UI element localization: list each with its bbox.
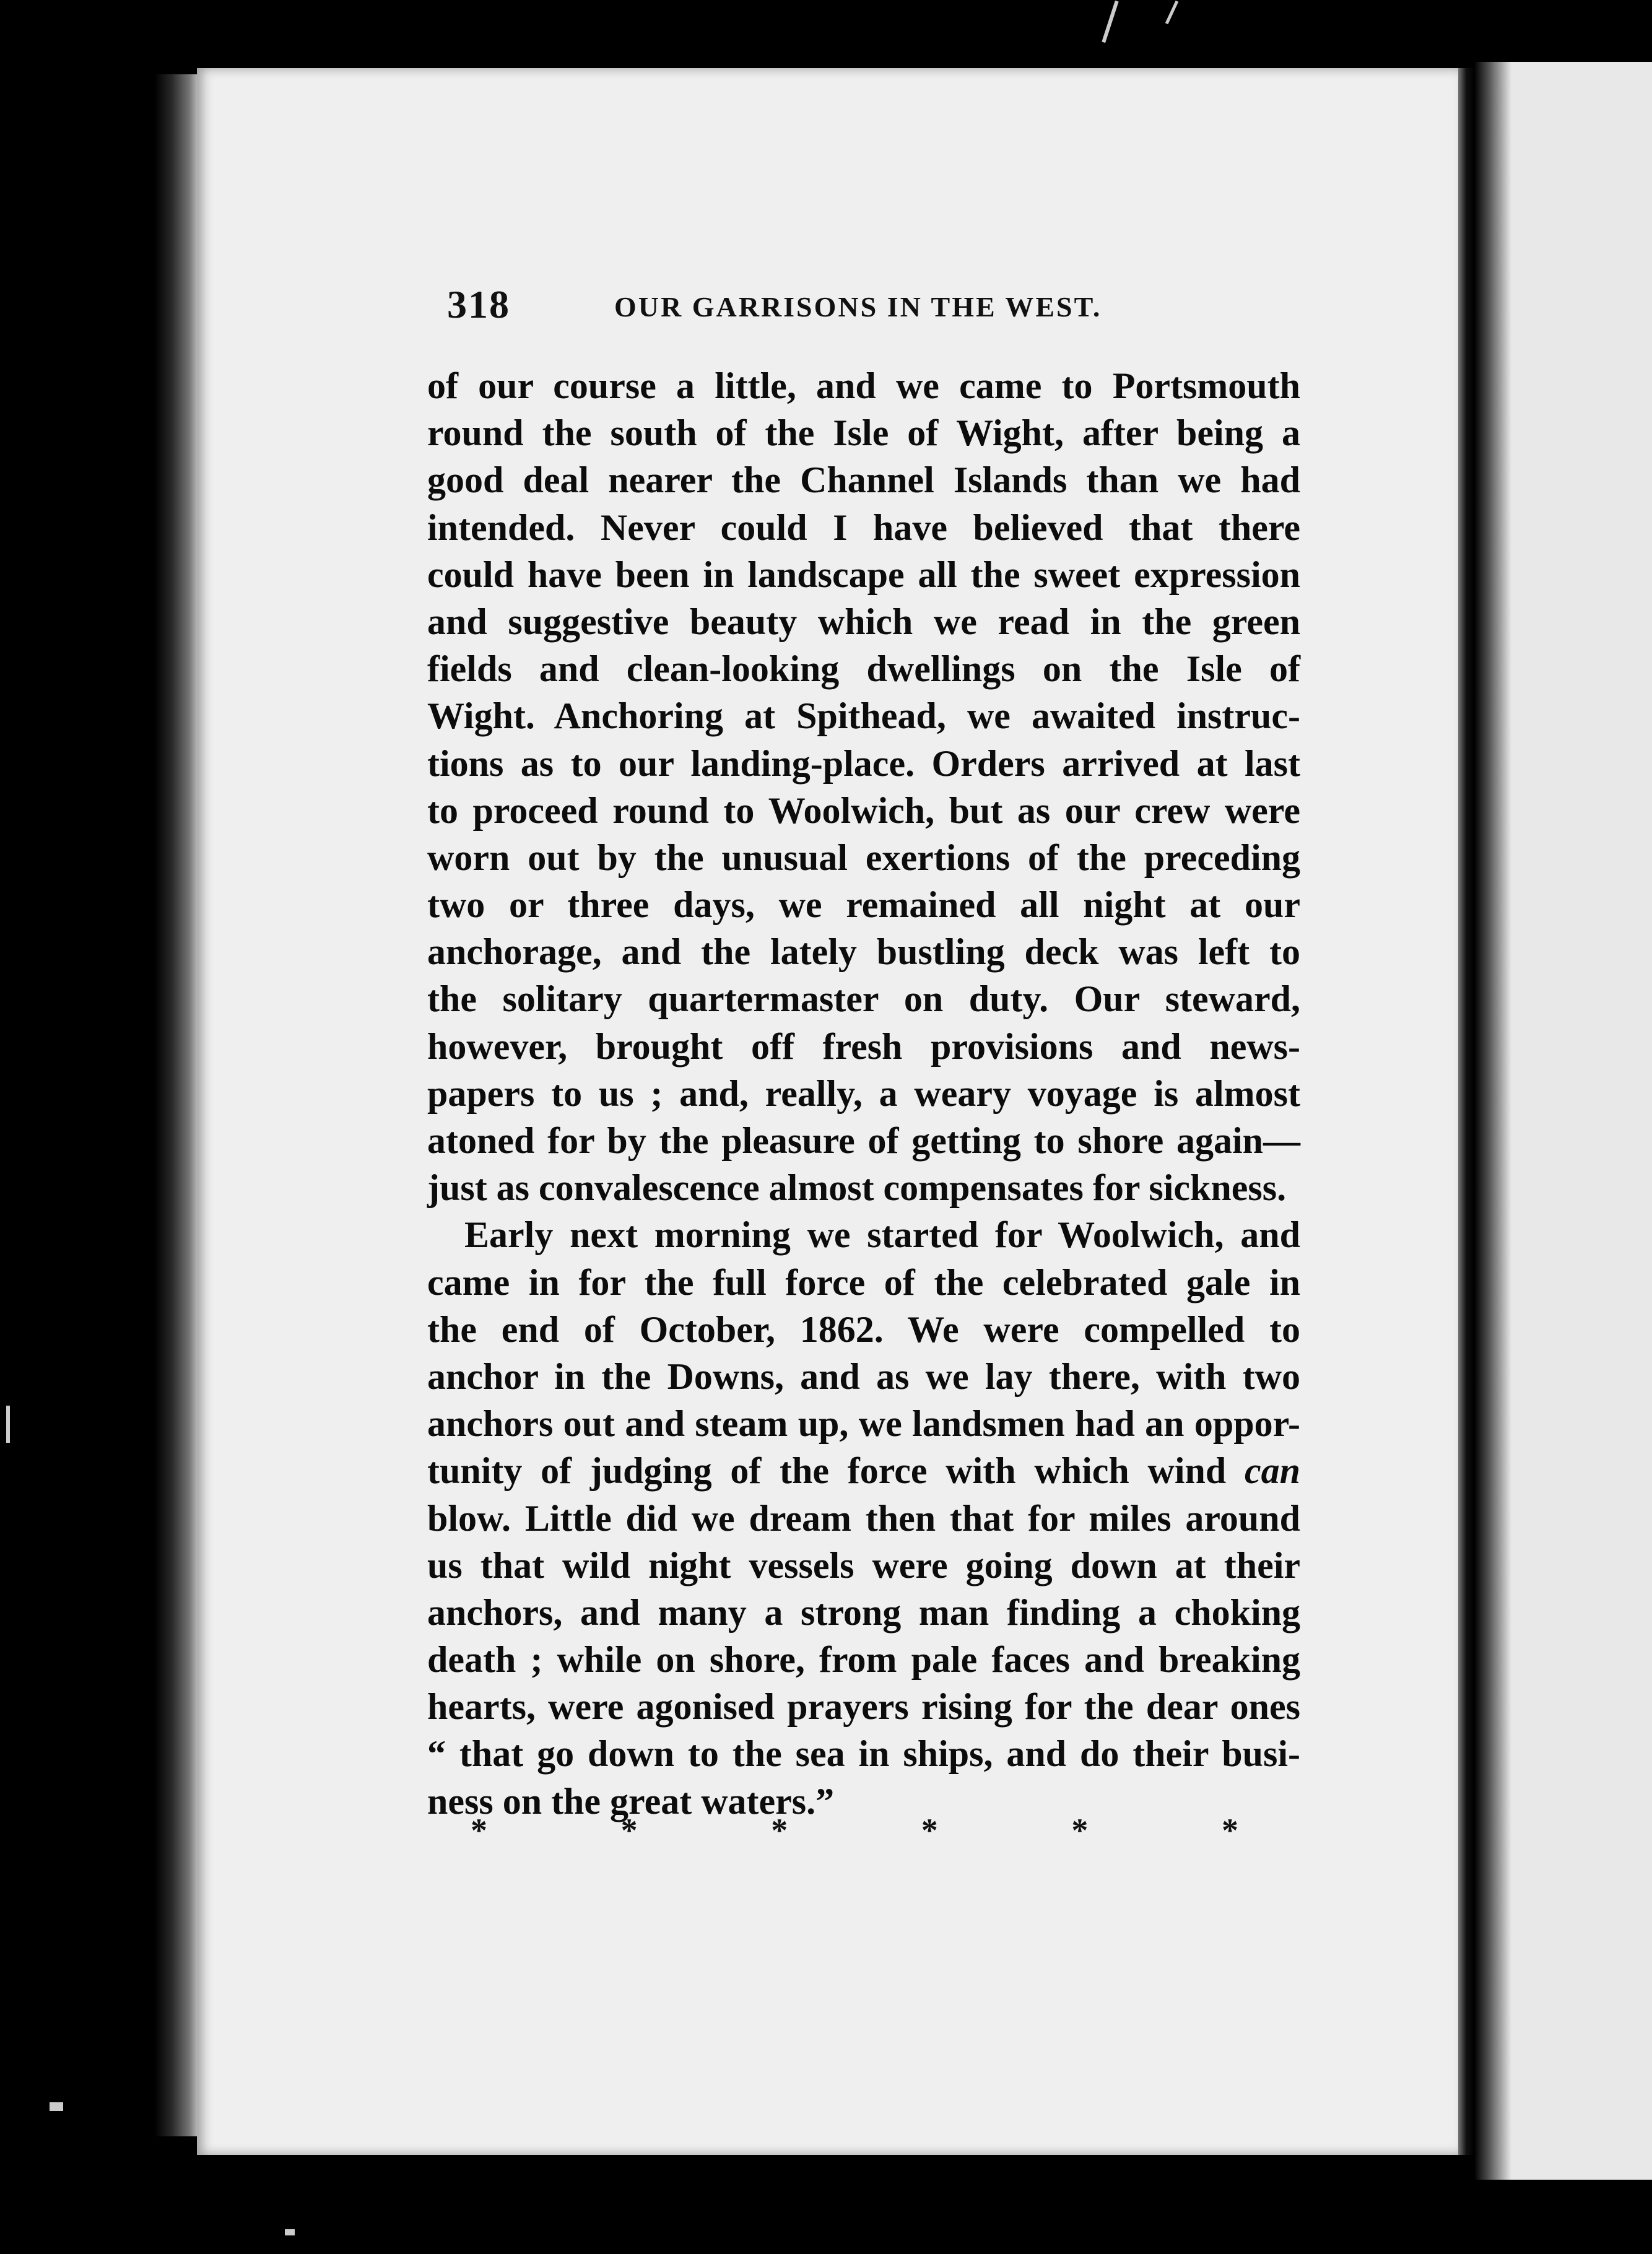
star-ornament: *: [1221, 1812, 1238, 1849]
text-line: “ that go down to the sea in ships, and do their busi-: [427, 1733, 1300, 1775]
section-break-stars: [471, 1811, 1238, 1850]
text-line: the solitary quartermaster on duty. Our steward,: [427, 978, 1300, 1020]
text-line: death ; while on shore, from pale faces and breaking: [427, 1639, 1300, 1681]
text-line: ness on the great waters.”: [427, 1780, 835, 1822]
page-gutter: [1458, 68, 1474, 2155]
text-line: round the south of the Isle of Wight, after being a: [427, 412, 1300, 454]
text-line: just as convalescence almost compensates for sickness.: [427, 1167, 1287, 1209]
text-line: us that wild night vessels were going down at their: [427, 1544, 1300, 1586]
scan-speck: [6, 1406, 10, 1443]
text-line: anchorage, and the lately bustling deck was left to: [427, 931, 1300, 973]
binding-edge: [155, 74, 198, 2136]
text-line: the end of October, 1862. We were compelled to: [427, 1308, 1300, 1350]
body-text: [427, 362, 1300, 1825]
text-line-segment: tunity of judging of the force with which wind: [427, 1450, 1227, 1492]
text-line: could have been in landscape all the sweet expression: [427, 554, 1300, 595]
facing-page-shadow: [1474, 62, 1511, 2180]
text-line: atoned for by the pleasure of getting to shore again—: [427, 1120, 1300, 1161]
text-line: blow. Little did we dream then that for miles around: [427, 1497, 1300, 1539]
text-line: good deal nearer the Channel Islands than we had: [427, 459, 1300, 501]
star-ornament: *: [921, 1812, 938, 1849]
page-number: 318: [447, 282, 510, 326]
text-line: Wight. Anchoring at Spithead, we awaited instruc-: [427, 695, 1300, 737]
text-line: papers to us ; and, really, a weary voyage is almost: [427, 1073, 1300, 1114]
text-line: worn out by the unusual exertions of the preceding: [427, 837, 1300, 878]
text-line: Early next morning we started for Woolwich, and: [464, 1214, 1300, 1256]
star-ornament: *: [471, 1812, 487, 1849]
text-line: and suggestive beauty which we read in the green: [427, 601, 1300, 642]
scan-speck: [50, 2102, 63, 2111]
text-line: anchors out and steam up, we landsmen had an oppor-: [427, 1403, 1300, 1445]
text-line: to proceed round to Woolwich, but as our crew were: [427, 790, 1300, 831]
star-ornament: *: [771, 1812, 788, 1849]
text-line: however, brought off fresh provisions and news-: [427, 1025, 1300, 1067]
text-line-with-italic: [427, 1447, 1300, 1494]
text-line: anchor in the Downs, and as we lay there, with two: [427, 1355, 1300, 1397]
page-header: [447, 282, 1122, 331]
text-line: came in for the full force of the celebrated gale in: [427, 1261, 1300, 1303]
text-line: fields and clean-looking dwellings on the Isle of: [427, 648, 1300, 690]
text-line: tions as to our landing-place. Orders arrived at last: [427, 742, 1300, 784]
running-head: OUR GARRISONS IN THE WEST.: [614, 291, 1102, 323]
scan-speck: [285, 2229, 295, 2235]
italic-word: can: [1245, 1450, 1300, 1492]
text-line: hearts, were agonised prayers rising for the dear ones: [427, 1686, 1300, 1728]
text-line: of our course a little, and we came to Portsmouth: [427, 365, 1300, 406]
text-line: two or three days, we remained all night at our: [427, 884, 1300, 926]
star-ornament: *: [620, 1812, 638, 1849]
text-line: intended. Never could I have believed that there: [427, 507, 1300, 548]
text-line: anchors, and many a strong man finding a choking: [427, 1591, 1300, 1633]
star-ornament: *: [1071, 1812, 1089, 1849]
